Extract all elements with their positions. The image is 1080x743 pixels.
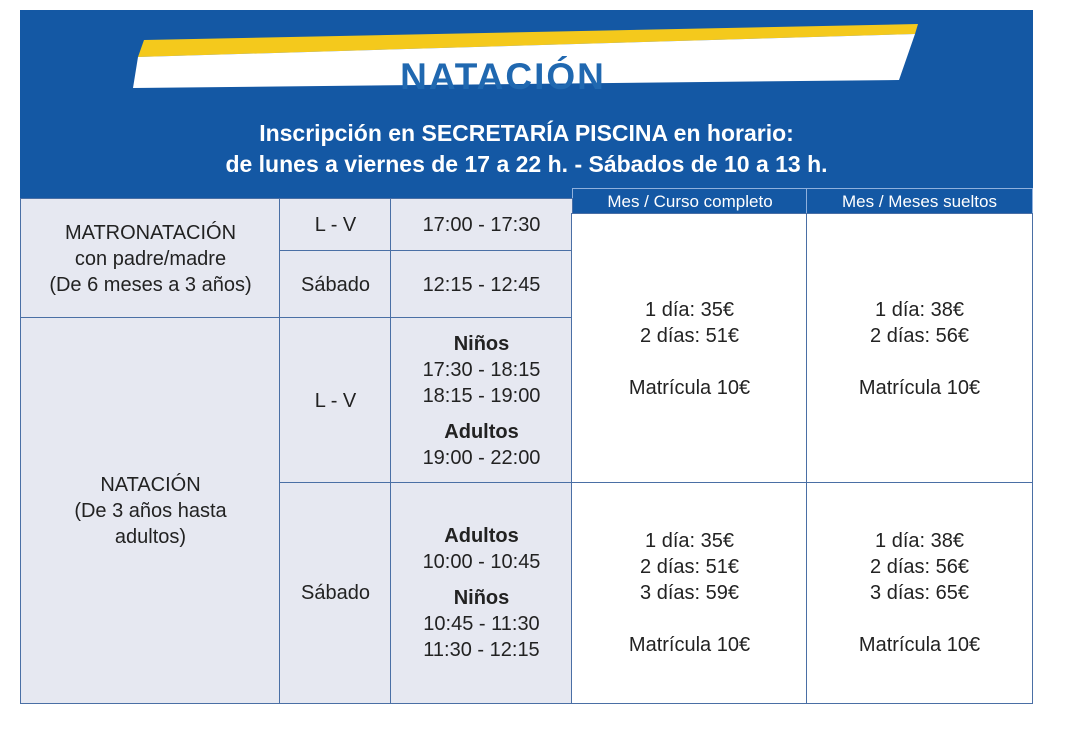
price-line: 1 día: 38€ xyxy=(875,298,964,321)
price-enrollment: Matrícula 10€ xyxy=(858,634,981,656)
weekday-group-children: Niños xyxy=(453,332,510,355)
price-line: 3 días: 65€ xyxy=(870,582,969,604)
price-line: 2 días: 51€ xyxy=(640,556,739,578)
saturday-time-slot: 10:45 - 11:30 xyxy=(423,613,540,635)
natacion-category xyxy=(20,317,281,704)
matronatacion-saturday-time: 12:15 - 12:45 xyxy=(390,250,573,319)
saturday-group-children: Niños xyxy=(453,587,510,609)
weekday-time-slot: 17:30 - 18:15 xyxy=(422,358,541,381)
matronatacion-sub: con padre/madre xyxy=(74,247,227,270)
price-line: 1 día: 38€ xyxy=(875,530,964,552)
price-bottom-single-months xyxy=(806,482,1033,704)
price-top-full-course xyxy=(571,213,808,484)
price-header-full-course: Mes / Curso completo xyxy=(572,188,808,215)
natacion-weekday-day: L - V xyxy=(279,317,392,484)
price-top-single-months xyxy=(806,213,1033,484)
saturday-time-slot: 10:00 - 10:45 xyxy=(422,551,541,573)
saturday-group-adults: Adultos xyxy=(444,525,519,547)
price-bottom-full-course xyxy=(571,482,808,704)
matronatacion-weekday-day: L - V xyxy=(279,198,392,252)
price-enrollment: Matrícula 10€ xyxy=(628,376,751,399)
matronatacion-category xyxy=(20,198,281,319)
registration-info-line1: Inscripción en SECRETARÍA PISCINA en horario: xyxy=(259,120,794,146)
weekday-time-slot: 18:15 - 19:00 xyxy=(422,384,541,407)
natacion-weekday-times xyxy=(390,317,573,484)
header-panel xyxy=(20,10,1033,200)
natacion-ages-line2: adultos) xyxy=(114,525,187,548)
price-line: 3 días: 59€ xyxy=(640,582,739,604)
weekday-group-adults: Adultos xyxy=(444,420,519,443)
natacion-ages-line1: (De 3 años hasta xyxy=(74,499,227,522)
saturday-time-slot: 11:30 - 12:15 xyxy=(423,639,540,661)
price-enrollment: Matrícula 10€ xyxy=(858,376,981,399)
matronatacion-weekday-time: 17:00 - 17:30 xyxy=(390,198,573,252)
price-line: 2 días: 56€ xyxy=(870,324,969,347)
registration-info xyxy=(20,118,1033,180)
matronatacion-name: MATRONATACIÓN xyxy=(64,221,237,244)
page-title: NATACIÓN xyxy=(400,56,606,97)
natacion-saturday-times xyxy=(390,482,573,704)
price-line: 1 día: 35€ xyxy=(645,298,734,321)
natacion-name: NATACIÓN xyxy=(100,473,201,496)
price-line: 2 días: 51€ xyxy=(640,324,739,347)
weekday-time-slot: 19:00 - 22:00 xyxy=(422,446,541,469)
price-header-single-months: Mes / Meses sueltos xyxy=(806,188,1033,215)
matronatacion-ages: (De 6 meses a 3 años) xyxy=(49,273,252,296)
price-enrollment: Matrícula 10€ xyxy=(628,634,751,656)
registration-info-line2: de lunes a viernes de 17 a 22 h. - Sábados de 10 a 13 h. xyxy=(225,151,828,177)
price-line: 2 días: 56€ xyxy=(870,556,969,578)
natacion-saturday-day: Sábado xyxy=(279,482,392,704)
price-line: 1 día: 35€ xyxy=(645,530,734,552)
matronatacion-saturday-day: Sábado xyxy=(279,250,392,319)
